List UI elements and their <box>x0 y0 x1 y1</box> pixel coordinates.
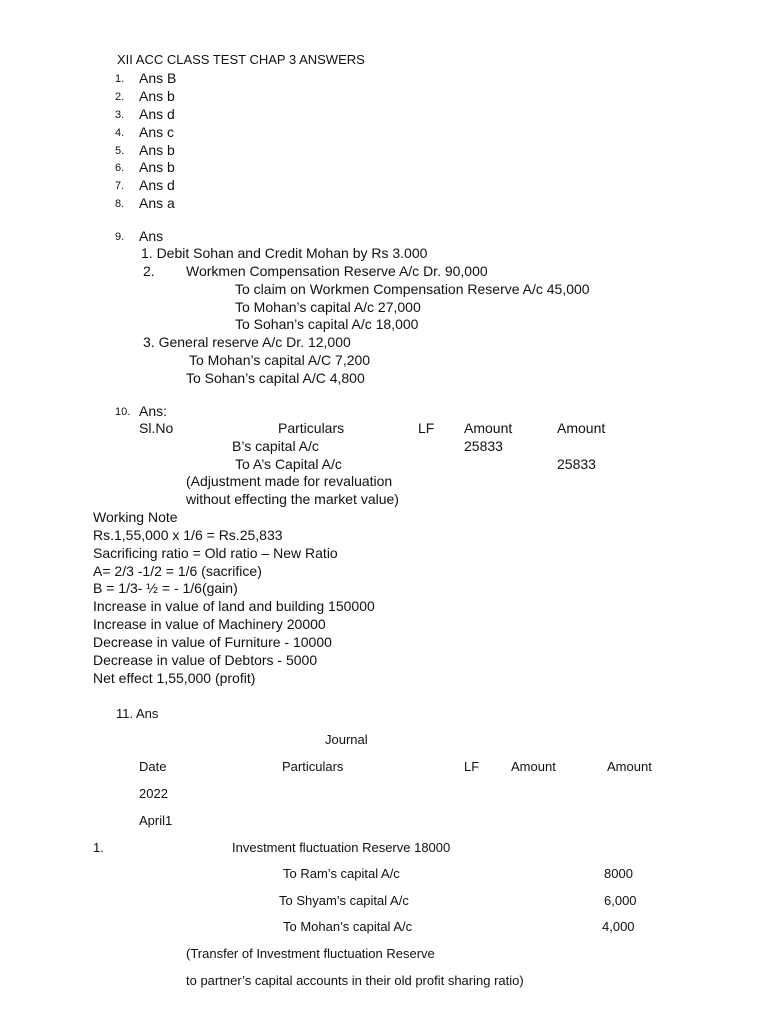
list-item-answer: Ans b <box>139 88 175 104</box>
narration: to partner’s capital accounts in their old profit sharing ratio) <box>186 973 524 988</box>
journal-debit-line: 3. General reserve A/c Dr. 12,000 <box>143 334 351 350</box>
list-item-answer: Ans b <box>139 142 175 158</box>
journal-credit-line: To Ram’s capital A/c <box>283 866 400 881</box>
list-item-number: 8. <box>115 198 125 210</box>
journal-debit-line: B’s capital A/c <box>232 438 319 454</box>
journal-date: April1 <box>139 813 173 828</box>
list-item-number: 7. <box>115 180 125 192</box>
list-item-number: 6. <box>115 162 125 174</box>
working-note-line: Net effect 1,55,000 (profit) <box>93 670 256 686</box>
debit-amount: 25833 <box>464 438 503 454</box>
working-note-line: Decrease in value of Debtors - 5000 <box>93 652 318 668</box>
journal-credit-line: To Sohan’s capital A/c 18,000 <box>235 316 419 332</box>
working-note-line: Increase in value of land and building 150000 <box>93 598 375 614</box>
credit-amount: 8000 <box>604 866 633 881</box>
working-note-line: Sacrificing ratio = Old ratio – New Ratio <box>93 545 338 561</box>
working-note-line: A= 2/3 -1/2 = 1/6 (sacrifice) <box>93 563 262 579</box>
column-header: Amount <box>607 759 652 774</box>
list-item-number: 2. <box>115 91 125 103</box>
narration: without effecting the market value) <box>186 491 399 507</box>
journal-credit-line: To Sohan’s capital A/C 4,800 <box>186 370 365 386</box>
column-header: Particulars <box>282 759 344 774</box>
column-header: Amount <box>464 420 513 436</box>
answer-label: Ans <box>139 228 164 244</box>
working-note-line: Rs.1,55,000 x 1/6 = Rs.25,833 <box>93 527 283 543</box>
list-item-answer: Ans c <box>139 124 175 140</box>
narration: (Adjustment made for revaluation <box>186 473 393 489</box>
list-item-answer: Ans b <box>139 159 175 175</box>
credit-amount: 25833 <box>557 456 596 472</box>
journal-credit-line: To Mohan’s capital A/c 27,000 <box>235 299 421 315</box>
list-item-number: 5. <box>115 145 125 157</box>
list-item-answer: Ans B <box>139 70 177 86</box>
journal-credit-line: To Mohan’s capital A/c <box>283 919 413 934</box>
narration: (Transfer of Investment fluctuation Reserve <box>186 946 435 961</box>
question-number: 9. <box>115 231 125 243</box>
working-note-line: Decrease in value of Furniture - 10000 <box>93 634 332 650</box>
column-header: LF <box>464 759 480 774</box>
column-header: LF <box>418 420 435 436</box>
answer-label: Ans: <box>139 403 168 419</box>
answer-label: 11. Ans <box>116 706 159 721</box>
journal-credit-line: To claim on Workmen Compensation Reserve A/c 45,000 <box>235 281 590 297</box>
list-item-number: 1. <box>115 73 125 85</box>
journal-debit-line: Investment fluctuation Reserve 18000 <box>232 840 451 855</box>
working-note-line: Increase in value of Machinery 20000 <box>93 616 326 632</box>
answer-line: 2. <box>143 263 155 279</box>
list-item-number: 3. <box>115 109 125 121</box>
column-header: Date <box>139 759 167 774</box>
column-header: Particulars <box>278 420 345 436</box>
journal-credit-line: To A’s Capital A/c <box>235 456 342 472</box>
credit-amount: 4,000 <box>602 919 635 934</box>
column-header: Sl.No <box>139 420 174 436</box>
list-item-answer: Ans d <box>139 177 175 193</box>
journal-title: Journal <box>325 732 368 747</box>
answer-line: 1. Debit Sohan and Credit Mohan by Rs 3.000 <box>141 245 428 261</box>
journal-credit-line: To Mohan’s capital A/C 7,200 <box>189 352 371 368</box>
page-title: XII ACC CLASS TEST CHAP 3 ANSWERS <box>117 52 365 67</box>
list-item-answer: Ans d <box>139 106 175 122</box>
journal-debit-line: Workmen Compensation Reserve A/c Dr. 90,000 <box>186 263 488 279</box>
working-note-heading: Working Note <box>93 509 178 525</box>
column-header: Amount <box>557 420 606 436</box>
column-header: Amount <box>511 759 556 774</box>
list-item-answer: Ans a <box>139 195 175 211</box>
journal-year: 2022 <box>139 786 168 801</box>
credit-amount: 6,000 <box>604 893 637 908</box>
list-item-number: 4. <box>115 127 125 139</box>
question-number: 10. <box>115 406 131 418</box>
journal-credit-line: To Shyam’s capital A/c <box>279 893 409 908</box>
entry-number: 1. <box>93 840 104 855</box>
working-note-line: B = 1/3- ½ = - 1/6(gain) <box>93 580 238 596</box>
